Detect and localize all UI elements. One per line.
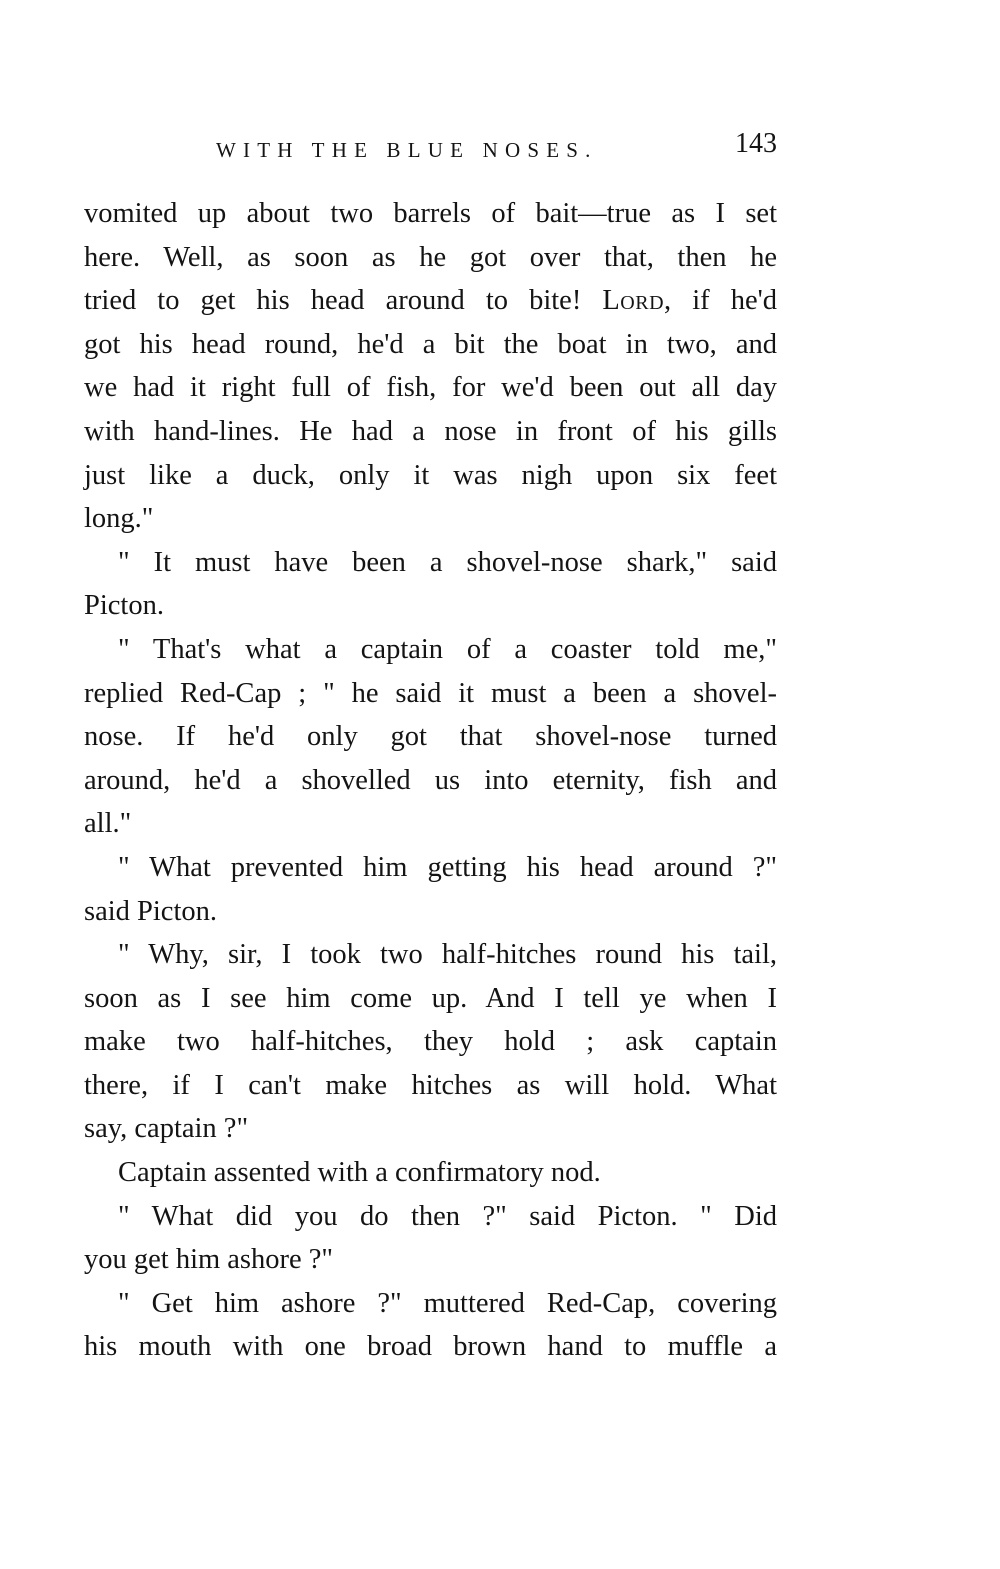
running-title: WITH THE BLUE NOSES.: [216, 138, 598, 162]
text-line: here. Well, as soon as he got over that, then he: [84, 241, 777, 273]
body-text: [84, 192, 777, 1369]
text-line: " Why, sir, I took two half-hitches round his tail,: [118, 939, 777, 971]
text-line: vomited up about two barrels of bait—true as I set: [84, 198, 777, 229]
text-line: make two half-hitches, they hold ; ask captain: [84, 1026, 777, 1058]
small-caps-word: Lord: [602, 285, 665, 317]
text-line: " It must have been a shovel-nose shark," said: [118, 546, 777, 578]
text-line: Captain assented with a confirmatory nod.: [118, 1157, 601, 1189]
text-line: " What did you do then ?" said Picton. " Did: [118, 1200, 777, 1232]
text-line: got his head round, he'd a bit the boat in two, and: [84, 328, 777, 360]
text-line: there, if I can't make hitches as will hold. What: [84, 1069, 777, 1101]
text-line: all.": [84, 808, 132, 840]
text-line: tried to get his head around to bite! Lord, if he'd: [84, 285, 777, 317]
text-line: " What prevented him getting his head around ?": [118, 851, 777, 883]
text-line: soon as I see him come up. And I tell ye when I: [84, 982, 777, 1014]
text-line: nose. If he'd only got that shovel-nose turned: [84, 721, 777, 753]
text-line: " Get him ashore ?" muttered Red-Cap, covering: [118, 1287, 777, 1319]
text-line: with hand-lines. He had a nose in front of his gills: [84, 415, 777, 447]
running-head: [84, 128, 777, 168]
text-line: long.": [84, 503, 154, 535]
text-line: we had it right full of fish, for we'd been out all day: [84, 372, 777, 404]
text-line: " That's what a captain of a coaster told me,": [118, 633, 777, 665]
text-line: replied Red-Cap ; " he said it must a been a shovel-: [84, 677, 777, 709]
text-line: say, captain ?": [84, 1113, 249, 1145]
text-line: you get him ashore ?": [84, 1244, 334, 1276]
text-line: said Picton.: [84, 895, 217, 927]
text-line: his mouth with one broad brown hand to muffle a: [84, 1331, 777, 1363]
text-line: just like a duck, only it was nigh upon six feet: [84, 459, 777, 491]
page-number: 143: [735, 128, 777, 159]
text-line: around, he'd a shovelled us into eternity, fish and: [84, 764, 777, 796]
text-line: Picton.: [84, 590, 164, 622]
